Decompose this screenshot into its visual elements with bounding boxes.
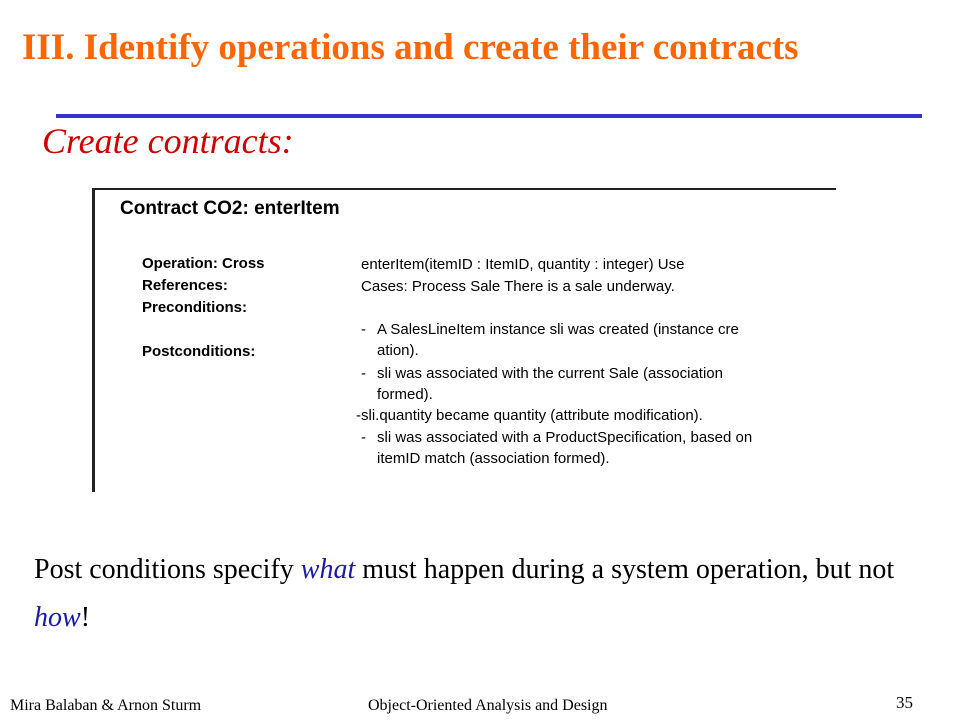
- emphasis-what: what: [300, 554, 356, 585]
- operation-text-line2: Cases: Process Sale There is a sale underway.: [361, 278, 675, 295]
- emphasis-how: how: [34, 602, 81, 633]
- postcondition-line-continued: formed).: [377, 386, 433, 403]
- body-text-part: !: [80, 602, 91, 633]
- contract-left-border: [92, 188, 95, 492]
- bullet-dash: -: [356, 407, 361, 424]
- contract-top-border: [94, 188, 836, 190]
- bullet-dash: -: [361, 321, 366, 338]
- page-number: 35: [896, 693, 913, 712]
- postcondition-item: [361, 427, 752, 469]
- contract-figure: [90, 188, 850, 494]
- bullet-dash: -: [361, 365, 366, 382]
- postcondition-line: sli was associated with a ProductSpecification, based on: [377, 429, 753, 446]
- postcondition-item: [356, 405, 703, 426]
- label-references: References:: [142, 277, 228, 294]
- slide-subtitle: Create contracts:: [42, 121, 294, 161]
- postcondition-item: [361, 363, 723, 405]
- body-text-part: Post conditions specify: [34, 554, 301, 585]
- postcondition-line-continued: ation).: [377, 342, 419, 359]
- contract-heading: Contract CO2: enterItem: [120, 198, 340, 219]
- label-preconditions: Preconditions:: [142, 299, 248, 316]
- bullet-dash: -: [361, 429, 366, 446]
- body-paragraph: [34, 546, 914, 642]
- postcondition-line: sli was associated with the current Sale (association: [377, 365, 723, 382]
- title-divider: [56, 114, 922, 118]
- postcondition-line: sli.quantity became quantity (attribute modification).: [361, 407, 703, 424]
- operation-text-line1: enterItem(itemID : ItemID, quantity : integer) Use: [361, 256, 685, 273]
- postcondition-item: [361, 319, 739, 361]
- footer-authors: Mira Balaban & Arnon Sturm: [10, 697, 202, 714]
- footer-course: Object-Oriented Analysis and Design: [368, 697, 608, 714]
- label-operation: Operation: Cross: [142, 255, 265, 272]
- slide-title: III. Identify operations and create their contracts: [22, 27, 799, 68]
- label-postconditions: Postconditions:: [142, 343, 256, 360]
- postcondition-line-continued: itemID match (association formed).: [377, 450, 610, 467]
- postcondition-line: A SalesLineItem instance sli was created (instance cre: [377, 321, 739, 338]
- body-text-part: must happen during a system operation, but not: [355, 554, 895, 585]
